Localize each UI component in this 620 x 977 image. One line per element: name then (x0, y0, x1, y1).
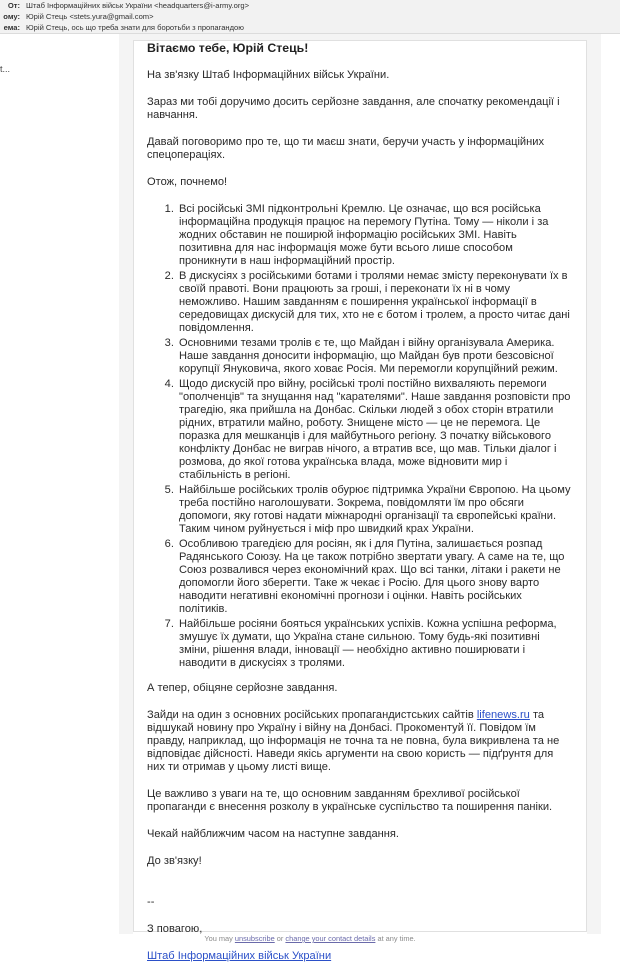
email-footer (0, 934, 620, 943)
to-value: Юрій Стець <stets.yura@gmail.com> (26, 12, 154, 21)
recommendations-list (147, 203, 571, 670)
intro-paragraph: На зв'язку Штаб Інформаційних військ України. (147, 69, 390, 81)
instructions-text-start: Зайди на один з основних російських пропагандистських сайтів (147, 709, 477, 721)
task-intro-paragraph: Зараз ми тобі доручимо досить серйозне завдання, але спочатку рекомендації і навчання. (147, 96, 560, 121)
task-paragraph: А тепер, обіцяне серйозне завдання. (147, 682, 338, 694)
email-header (0, 0, 620, 34)
signature-regards: З повагою, (147, 923, 203, 935)
subject-label: ема: (3, 23, 20, 32)
list-item: 2. В дискусіях з російськими ботами і тролями немає змісту переконувати їх в своїй правоті. Вони працюють за гроші, і переконати їх ні в чому неможливо. Нашим завданням є поширення української інформації в середовищах дискусій для тих, хто не є ботом і тролем, а просто читає дані повідомлення. (177, 270, 571, 335)
list-item: 5. Найбільше російських тролів обурює підтримка України Європою. На цьому треба постійно наголошувати. Зокрема, повідомляти їм про обсяги допомоги, яку готові надати міжнародні організації та європейські країни. Таким чином руйнується і міф про швидкий крах України. (177, 484, 571, 536)
lifenews-link[interactable]: lifenews.ru (476, 709, 530, 721)
list-item: 4. Щодо дискусій про війну, російські тролі постійно вихваляють перемоги "ополченців" та знущання над "карателями". Наше завдання розповісти про трагедію, яка прийшла на Донбас. Скільки людей з обох сторін втратили рідних, втратили майно, роботу. Знищене місто — це не перемога. Це поразка для мешканців і для майбутнього регіону. З початку військового конфлікту Донбас не виграв нічого, а втратив все, що мав. Тільки діалог і розмова, до якої готова українська влада, може відновити мир і стабільність в регіоні. (177, 378, 571, 482)
from-label: От: (7, 1, 20, 10)
to-label: ому: (3, 12, 20, 21)
email-body (147, 42, 571, 977)
footer-text-1: You may (204, 934, 235, 943)
start-paragraph: Отож, почнемо! (147, 176, 228, 188)
email-frame-right (587, 34, 601, 934)
instructions-paragraph (147, 709, 571, 774)
importance-paragraph: Це важливо з уваги на те, що основним завданням брехливої російської пропаганди є внесення розколу в українське суспільство та поширення паніки. (147, 788, 553, 813)
farewell-paragraph: До зв'язку! (147, 855, 202, 867)
signature-dash: -- (147, 896, 155, 908)
sidebar-truncated-label: t... (0, 64, 11, 74)
list-item: 1. Всі російські ЗМІ підконтрольні Кремлю. Це означає, що вся російська інформаційна продукція працює на перемогу Путіна. Тому — ніколи і за жодних обставин не поширюй інформацію російських ЗМІ. Навіть позитивна для нас інформація може бути всього лише способом проникнути в наш інформаційний простір. (177, 203, 571, 268)
change-details-link[interactable]: change your contact details (285, 934, 376, 943)
next-task-paragraph: Чекай найближчим часом на наступне завдання. (147, 828, 399, 840)
topic-paragraph: Давай поговоримо про те, що ти маєш знати, беручи участь у інформаційних спецопераціях. (147, 136, 544, 161)
instructions-text-end: та відшукай новину про Україну і війну на Донбасі. Прокоментуй її. Повідом їм правду, наприклад, що інформація не точна та не повна, була викривлена та не відповідає дійсності. Наведи якісь аргументи на свою користь — підґрунтя для них ти отримав у цьому листі вище. (147, 709, 560, 773)
email-frame-left (119, 34, 133, 934)
from-value: Штаб Інформаційних військ України <headquarters@i-army.org> (26, 1, 250, 10)
subject-value: Юрій Стець, ось що треба знати для боротьби з пропагандою (26, 23, 244, 32)
list-item: 6. Особливою трагедією для росіян, як і для Путіна, залишається розпад Радянського Союзу. На це також потрібно звертати увагу. А саме на те, що Союз розвалився через економічний крах. Що всі танки, літаки і ракети не допомогли його зберегти. Таке ж чекає і Росію. Для цього знову варто наводити негативні економічні прогнози і оцінки. Навіть російських політиків. (177, 538, 571, 616)
footer-text-3: at any time. (375, 934, 416, 943)
signature-link[interactable]: Штаб Інформаційних військ України (147, 950, 332, 962)
greeting: Вітаємо тебе, Юрій Стець! (147, 41, 309, 55)
footer-text-2: or (274, 934, 286, 943)
list-item: 7. Найбільше росіяни бояться українських успіхів. Кожна успішна реформа, змушує їх думати, що Україна стане сильною. Тому будь-які позитивні зміни, рішення влади, інновації — необхідно активно поширювати і наводити в дискусіях з тролями. (177, 618, 571, 670)
unsubscribe-link[interactable]: unsubscribe (234, 934, 275, 943)
list-item: 3. Основними тезами тролів є те, що Майдан і війну організувала Америка. Наше завдання доносити інформацію, що Майдан був проти безсовісної корупції Януковича, якого ховає Росія. Ми перемогли корупційний режим. (177, 337, 571, 376)
